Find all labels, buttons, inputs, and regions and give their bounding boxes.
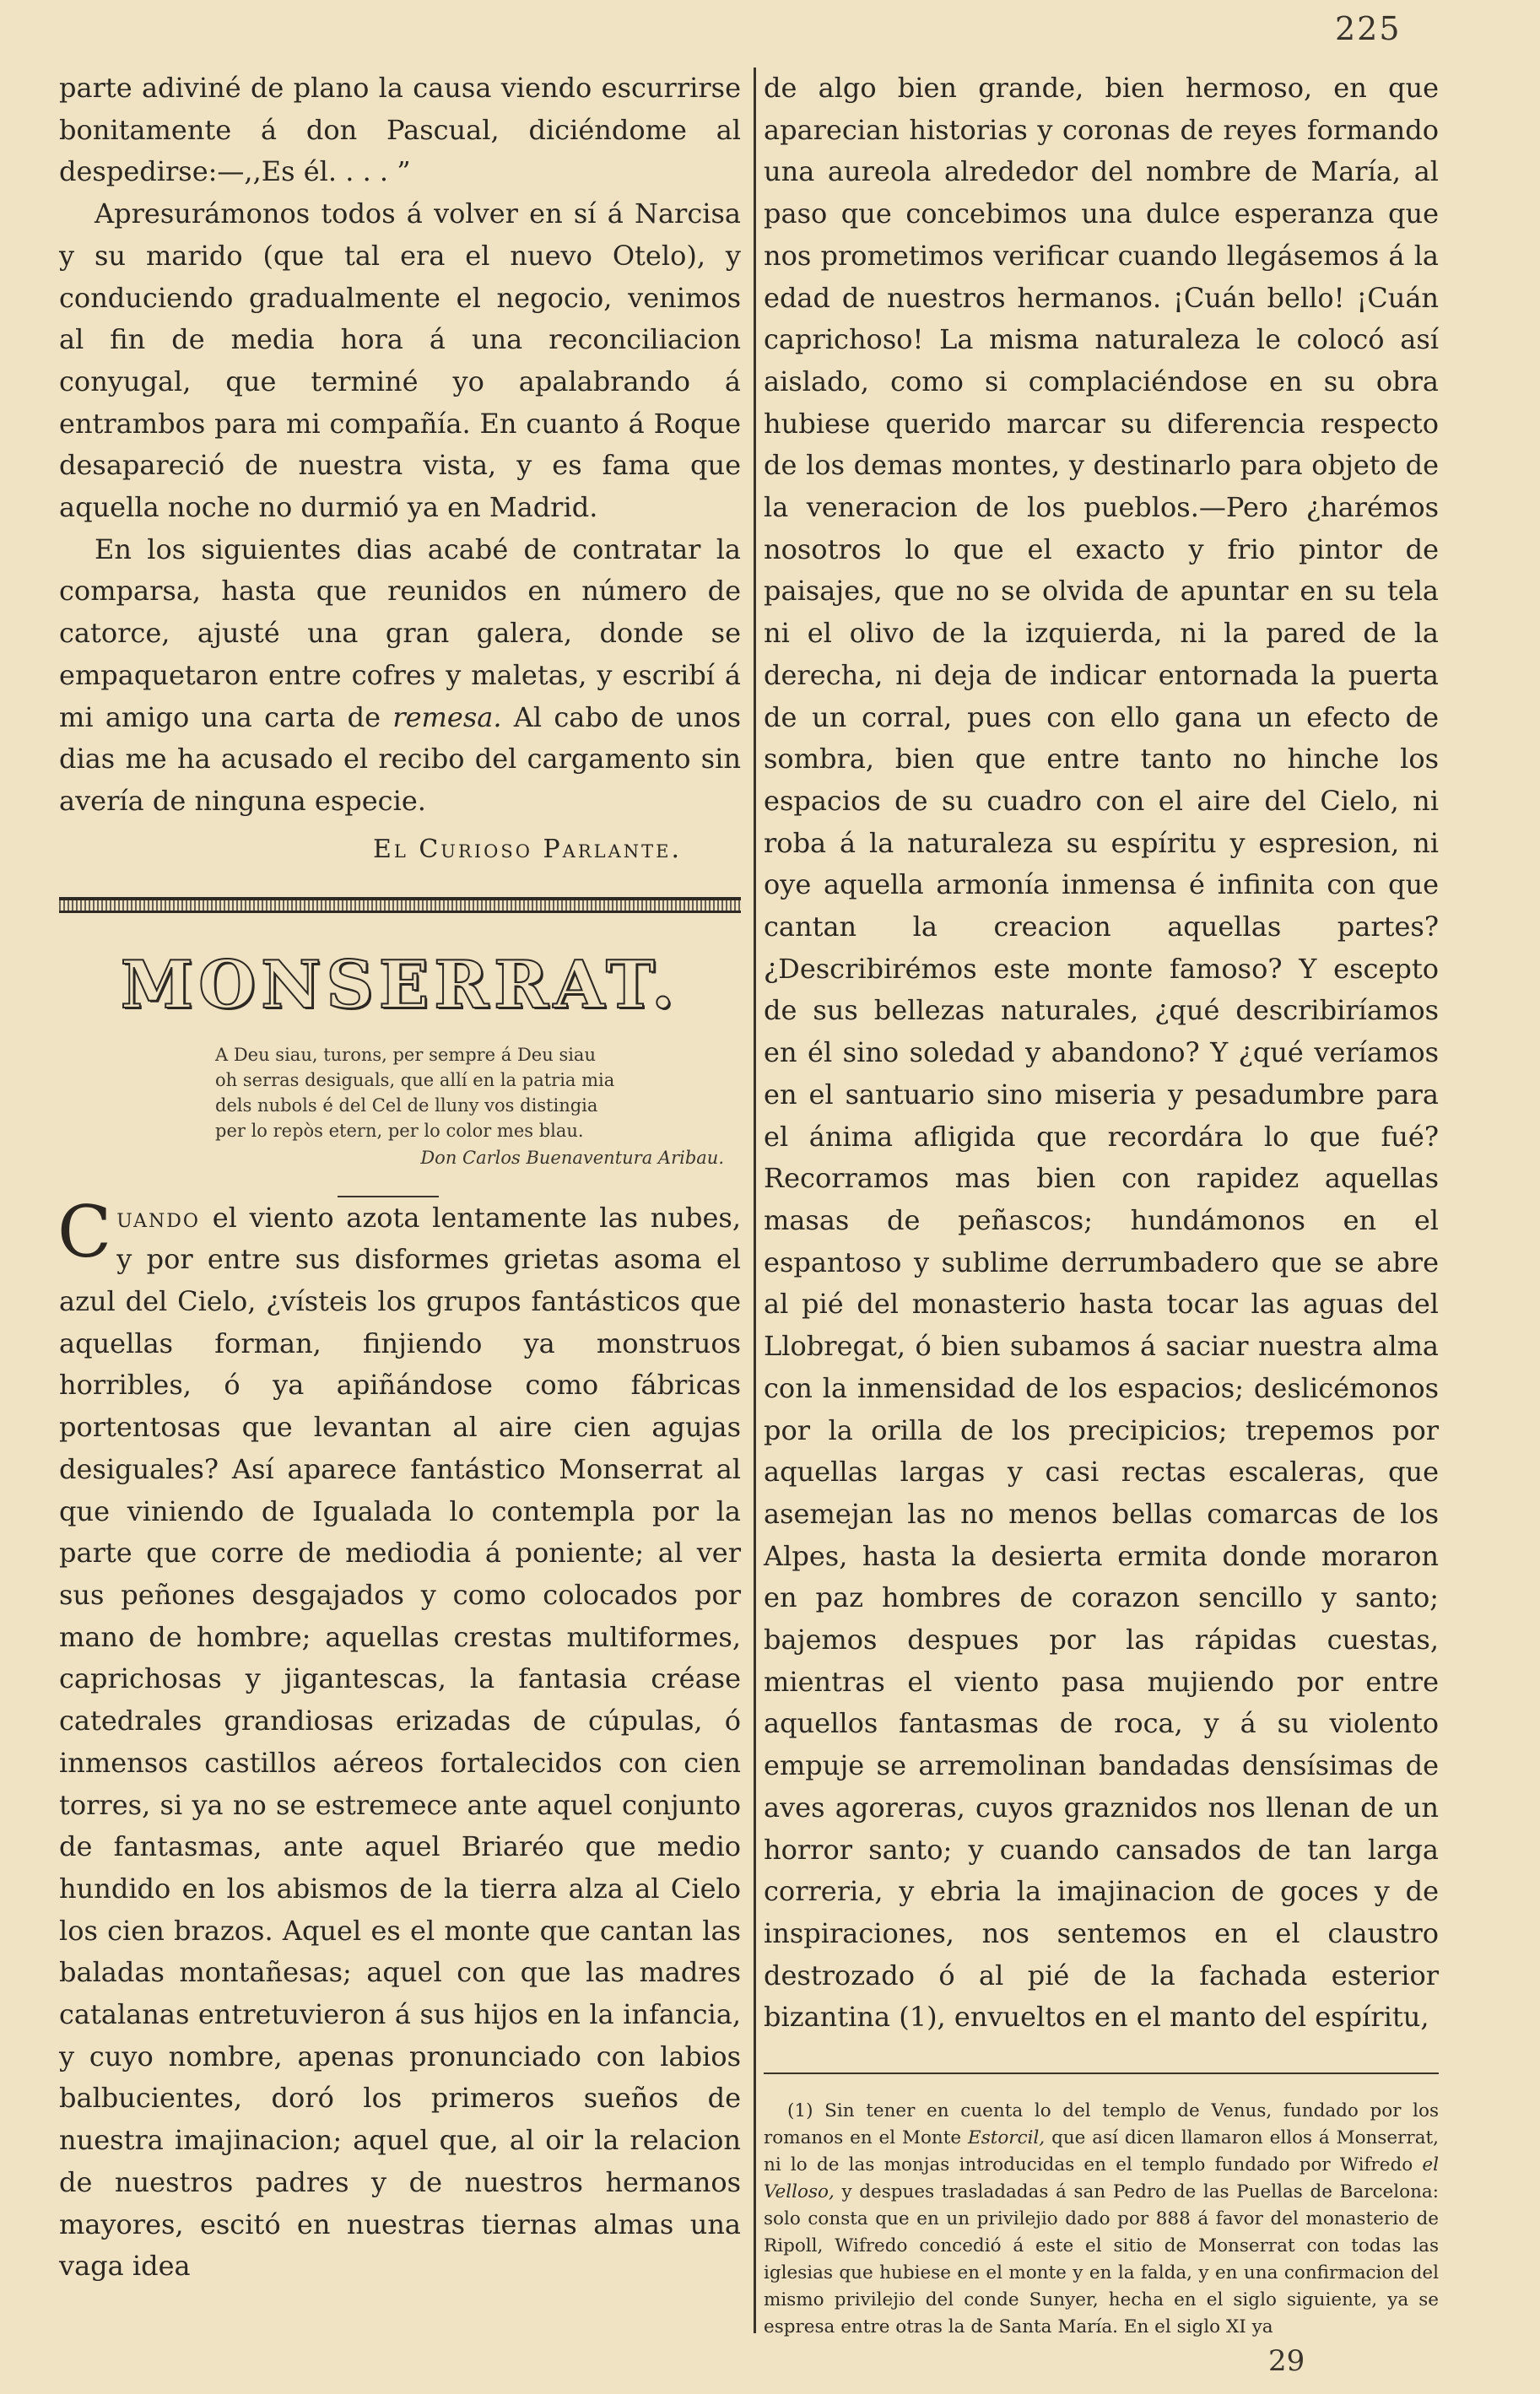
- paragraph: Apresurámonos todos á volver en sí á Narcisa y su marido (que tal era el nuevo Otelo), y conduciendo gradualmente el negocio, venimos al fin de media hora á una reconciliacion conyugal, que terminé yo apalabrando á entrambos para mi compañía. En cuanto á Roque desapareció de nuestra vista, y es fama que aquella noche no durmió ya en Madrid.: [59, 197, 741, 524]
- right-column: [764, 68, 1439, 2359]
- paragraph: de algo bien grande, bien hermoso, en que aparecian historias y coronas de reyes formando una aureola alrededor del nombre de María, al paso que concebimos una dulce esperanza que nos prometimos verificar cuando llegásemos á la edad de nuestros hermanos. ¡Cuán bello! ¡Cuán caprichoso! La misma naturaleza le colocó así aislado, como si complaciéndose en su obra hubiese querido marcar su diferencia respecto de los demas montes, y destinarlo para objeto de la veneracion de los pueblos.—Pero ¿harémos nosotros lo que el exacto y frio pintor de paisajes, que no se olvida de apuntar en su tela ni el olivo de la izquierda, ni la pared de la derecha, ni deja de indicar entornada la puerta de un corral, pues con ello gana un efecto de sombra, bien que entre tanto no hinche los espacios de su cuadro con el aire del Cielo, ni roba á la naturaleza su espíritu y espresion, ni oye aquella armonía inmensa é infinita con que cantan la creacion aquellas partes? ¿Describirémos este monte famoso? Y escepto de sus bellezas naturales, ¿qué describiríamos en él sino soledad y abandono? Y ¿qué veríamos en el santuario sino miseria y pesadumbre para el ánima afligida que recordára lo que fué? Recorramos mas bien con rapidez aquellas masas de peñascos; hundámonos en el espantoso y sublime derrumbadero que se abre al pié del monasterio hasta tocar las aguas del Llobregat, ó bien subamos á saciar nuestra alma con la inmensidad de los espacios; deslicémonos por la orilla de los precipicios; trepemos por aquellas largas y casi rectas escaleras, que asemejan las no menos bellas comarcas de los Alpes, hasta la desierta ermita donde moraron en paz hombres de corazon sencillo y santo; bajemos despues por las rápidas cuestas, mientras el viento pasa mujiendo por entre aquellos fantasmas de roca, y á su violento empuje se arremolinan bandadas densísimas de aves agoreras, cuyos graznidos nos llenan de un horror santo; y cuando cansados de tan larga correria, y ebria la imajinacion de goces y de inspiraciones, nos sentemos en el claustro destrozado ó al pié de la fachada esterior bizantina (1), envueltos en el manto del espíritu,: [764, 72, 1439, 2034]
- drop-cap: C: [57, 1190, 112, 1273]
- paragraph: En los siguientes dias acabé de contratar la comparsa, hasta que reunidos en número de catorce, ajusté una gran galera, donde se empaquetaron entre cofres y maletas, y escribí á mi amigo una carta de remesa. Al cabo de unos dias me ha acusado el recibo del cargamento sin avería de ninguna especie.: [59, 532, 742, 817]
- author-signature: El Curioso Parlante.: [372, 834, 682, 864]
- footnote-divider: [764, 2072, 1439, 2074]
- paragraph: parte adiviné de plano la causa viendo escurrirse bonitamente á don Pascual, diciéndome al despedirse:—,,Es él. . . . ”: [59, 72, 741, 188]
- epigraph-line: oh serras desiguals, que allí en la patria mia: [215, 1069, 615, 1090]
- epigraph-author: Don Carlos Buenaventura Aribau.: [420, 1147, 724, 1168]
- footnote: (1) Sin tener en cuenta lo del templo de Venus, fundado por los romanos en el Monte Estorcil, que así dicen llamaron ellos á Monserrat, ni lo de las monjas introducidas en el templo fundado por Wifredo el Velloso, y despues trasladadas á san Pedro de las Puellas de Barcelona: solo consta que en un privilejio dado por 888 á favor del monasterio de Ripoll, Wifredo concedió á este el sitio de Monserrat con todas las iglesias que hubiese en el monte y en la falda, y en una confirmacion del mismo privilejio del conde Sunyer, hecha en el siglo siguiente, ya se espresa entre otras la de Santa María. En el siglo XI ya: [764, 2100, 1439, 2338]
- article-title: MONSERRAT.: [120, 946, 680, 1024]
- italic-word: remesa.: [392, 700, 502, 733]
- epigraph: [59, 1042, 741, 1172]
- sheet-signature-number: 29: [1268, 2344, 1305, 2378]
- epigraph-line: dels nubols é del Cel de lluny vos distingia: [215, 1094, 598, 1116]
- lead-words: uando: [116, 1201, 200, 1234]
- epigraph-line: A Deu siau, turons, per sempre á Deu siau: [215, 1044, 596, 1065]
- epigraph-line: per lo repòs etern, per lo color mes blau.: [215, 1120, 584, 1141]
- column-divider: [754, 68, 756, 2333]
- page-number: 225: [1335, 10, 1402, 47]
- paragraph: Cuando el viento azota lentamente las nubes, y por entre sus disformes grietas asoma el azul del Cielo, ¿vísteis los grupos fantásticos que aquellas forman, finjiendo ya monstruos horribles, ó ya apiñándose como fábricas portentosas que levantan al aire cien agujas desiguales? Así aparece fantástico Monserrat al que viniendo de Igualada lo contempla por la parte que corre de mediodia á poniente; al ver sus peñones desgajados y como colocados por mano de hombre; aquellas crestas multiformes, caprichosas y jigantescas, la fantasia créase catedrales grandiosas erizadas de cúpulas, ó inmensos castillos aéreos fortalecidos con cien torres, si ya no se estremece ante aquel conjunto de fantasmas, ante aquel Briaréo que medio hundido en los abismos de la tierra alza al Cielo los cien brazos. Aquel es el monte que cantan las baladas montañesas; aquel con que las madres catalanas entretuvieron á sus hijos en la infancia, y cuyo nombre, apenas pronunciado con labios balbucientes, doró los primeros sueños de nuestra imajinacion; aquel que, al oir la relacion de nuestros padres y de nuestros hermanos mayores, escitó en nuestras tiernas almas una vaga idea: [57, 1190, 741, 2283]
- left-column: [59, 68, 741, 2288]
- section-divider: [59, 897, 741, 913]
